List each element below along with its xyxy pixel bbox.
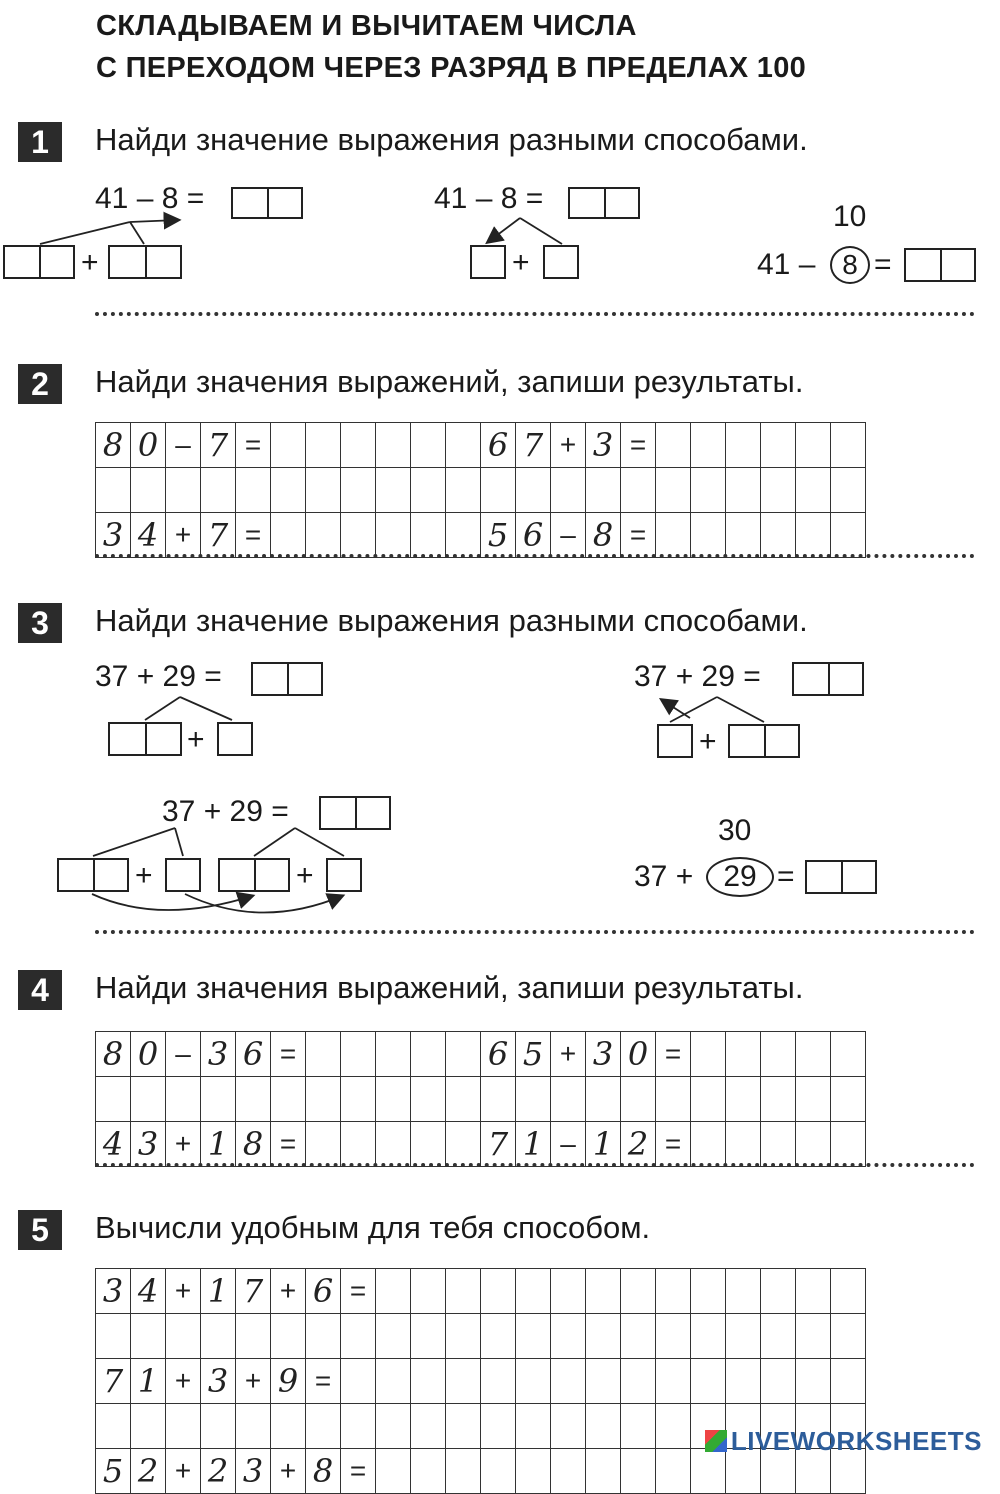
expression-left: 37 + (634, 860, 694, 893)
expression: 41 – 8 = (95, 182, 205, 215)
grid-cell: + (271, 1449, 306, 1494)
grid-cell: 2 (621, 1122, 656, 1167)
branch-line (295, 828, 344, 856)
grid-cell: 4 (131, 1269, 166, 1314)
grid-cell: 3 (96, 513, 131, 558)
grid-cell: 1 (516, 1122, 551, 1167)
grid-cell: + (551, 423, 586, 468)
plus-sign: + (512, 246, 530, 279)
grid-cell: = (341, 1269, 376, 1314)
branch-line (175, 828, 183, 856)
expression-left: 41 – (757, 248, 816, 281)
grid-cell: + (236, 1359, 271, 1404)
liveworksheets-logo-icon (705, 1430, 727, 1452)
grid-cell: 7 (201, 513, 236, 558)
grid-cell: + (271, 1269, 306, 1314)
branch-line (145, 697, 180, 720)
grid-cell: 3 (131, 1122, 166, 1167)
grid-cell: 3 (201, 1032, 236, 1077)
page-title-line2: С ПЕРЕХОДОМ ЧЕРЕЗ РАЗРЯД В ПРЕДЕЛАХ 100 (96, 52, 807, 84)
grid-cell: 5 (481, 513, 516, 558)
grid-cell: 1 (131, 1359, 166, 1404)
task-number-badge: 2 (18, 364, 62, 404)
grid-cell: 3 (201, 1359, 236, 1404)
plus-sign: + (296, 859, 314, 892)
task-instruction: Вычисли удобным для тебя способом. (95, 1210, 651, 1245)
grid-cell: 3 (236, 1449, 271, 1494)
grid-cell: = (341, 1449, 376, 1494)
arrow-line (488, 218, 520, 242)
grid-cell: 3 (96, 1269, 131, 1314)
grid-cell: 2 (201, 1449, 236, 1494)
grid-cell: = (271, 1122, 306, 1167)
branch-line (40, 222, 130, 244)
grid-cell: 8 (306, 1449, 341, 1494)
grid-cell: = (656, 1122, 691, 1167)
grid-cell: 5 (96, 1449, 131, 1494)
grid-cell: 8 (236, 1122, 271, 1167)
grid-cell: 4 (131, 513, 166, 558)
grid-cell: – (166, 1032, 201, 1077)
grid-cell: = (656, 1032, 691, 1077)
grid-cell: + (166, 513, 201, 558)
grid-cell: 6 (516, 513, 551, 558)
grid-cell: 7 (481, 1122, 516, 1167)
grid-cell: – (166, 423, 201, 468)
grid-cell: = (271, 1032, 306, 1077)
grid-cell: + (166, 1122, 201, 1167)
task-instruction: Найди значения выражений, запиши результаты. (95, 364, 804, 399)
grid-cell: = (621, 513, 656, 558)
grid-cell: + (166, 1449, 201, 1494)
grid-cell: 8 (96, 423, 131, 468)
grid-cell: 8 (586, 513, 621, 558)
grid-cell: 7 (516, 423, 551, 468)
plus-sign: + (699, 725, 717, 758)
plus-sign: + (187, 723, 205, 756)
branch-line (130, 222, 144, 244)
arrow-line (185, 894, 342, 913)
arrow-line (92, 894, 252, 910)
arrow-line (662, 700, 690, 718)
task-number-badge: 1 (18, 122, 62, 162)
grid-cell: 7 (236, 1269, 271, 1314)
grid-cell: 6 (481, 1032, 516, 1077)
task-instruction: Найди значение выражения разными способами. (95, 122, 808, 157)
grid-cell: 0 (621, 1032, 656, 1077)
task-number-badge: 4 (18, 970, 62, 1010)
arrow-line (130, 220, 178, 222)
grid-cell: + (166, 1269, 201, 1314)
grid-cell: 1 (201, 1269, 236, 1314)
branch-line (180, 697, 232, 720)
grid-cell: 6 (306, 1269, 341, 1314)
grid-cell: + (166, 1359, 201, 1404)
task-instruction: Найди значение выражения разными способами. (95, 603, 808, 638)
branch-line (254, 828, 295, 856)
grid-cell: = (236, 423, 271, 468)
grid-cell: 5 (516, 1032, 551, 1077)
task-number-badge: 3 (18, 603, 62, 643)
branch-line (520, 218, 562, 244)
circled-number: 8 (830, 246, 870, 284)
grid-cell: – (551, 513, 586, 558)
grid-cell: 3 (586, 1032, 621, 1077)
expression: 37 + 29 = (634, 660, 761, 693)
grid-cell: = (621, 423, 656, 468)
watermark: LIVEWORKSHEETS (705, 1426, 982, 1457)
grid-cell: 8 (96, 1032, 131, 1077)
plus-sign: + (135, 859, 153, 892)
branch-line (93, 828, 175, 856)
grid-cell: – (551, 1122, 586, 1167)
equals-sign: = (874, 248, 892, 281)
grid-cell: = (306, 1359, 341, 1404)
grid-cell: 2 (131, 1449, 166, 1494)
grid-cell: 1 (201, 1122, 236, 1167)
grid-cell: = (236, 513, 271, 558)
grid-cell: 6 (236, 1032, 271, 1077)
expression: 37 + 29 = (95, 660, 222, 693)
grid-cell: 0 (131, 423, 166, 468)
hint-number: 30 (718, 814, 752, 847)
branch-line (717, 697, 764, 722)
grid-cell: 3 (586, 423, 621, 468)
grid-cell: 0 (131, 1032, 166, 1077)
expression: 37 + 29 = (162, 795, 289, 828)
page-title-line1: СКЛАДЫВАЕМ И ВЫЧИТАЕМ ЧИСЛА (96, 10, 637, 42)
equals-sign: = (777, 860, 795, 893)
hint-number: 10 (833, 200, 867, 233)
grid-cell: + (551, 1032, 586, 1077)
grid-cell: 7 (201, 423, 236, 468)
expression: 41 – 8 = (434, 182, 544, 215)
grid-cell: 1 (586, 1122, 621, 1167)
grid-cell: 9 (271, 1359, 306, 1404)
circled-number: 29 (706, 857, 774, 897)
grid-cell: 4 (96, 1122, 131, 1167)
plus-sign: + (81, 246, 99, 279)
grid-cell: 6 (481, 423, 516, 468)
task-instruction: Найди значения выражений, запиши результаты. (95, 970, 804, 1005)
grid-cell: 7 (96, 1359, 131, 1404)
task-number-badge: 5 (18, 1210, 62, 1250)
